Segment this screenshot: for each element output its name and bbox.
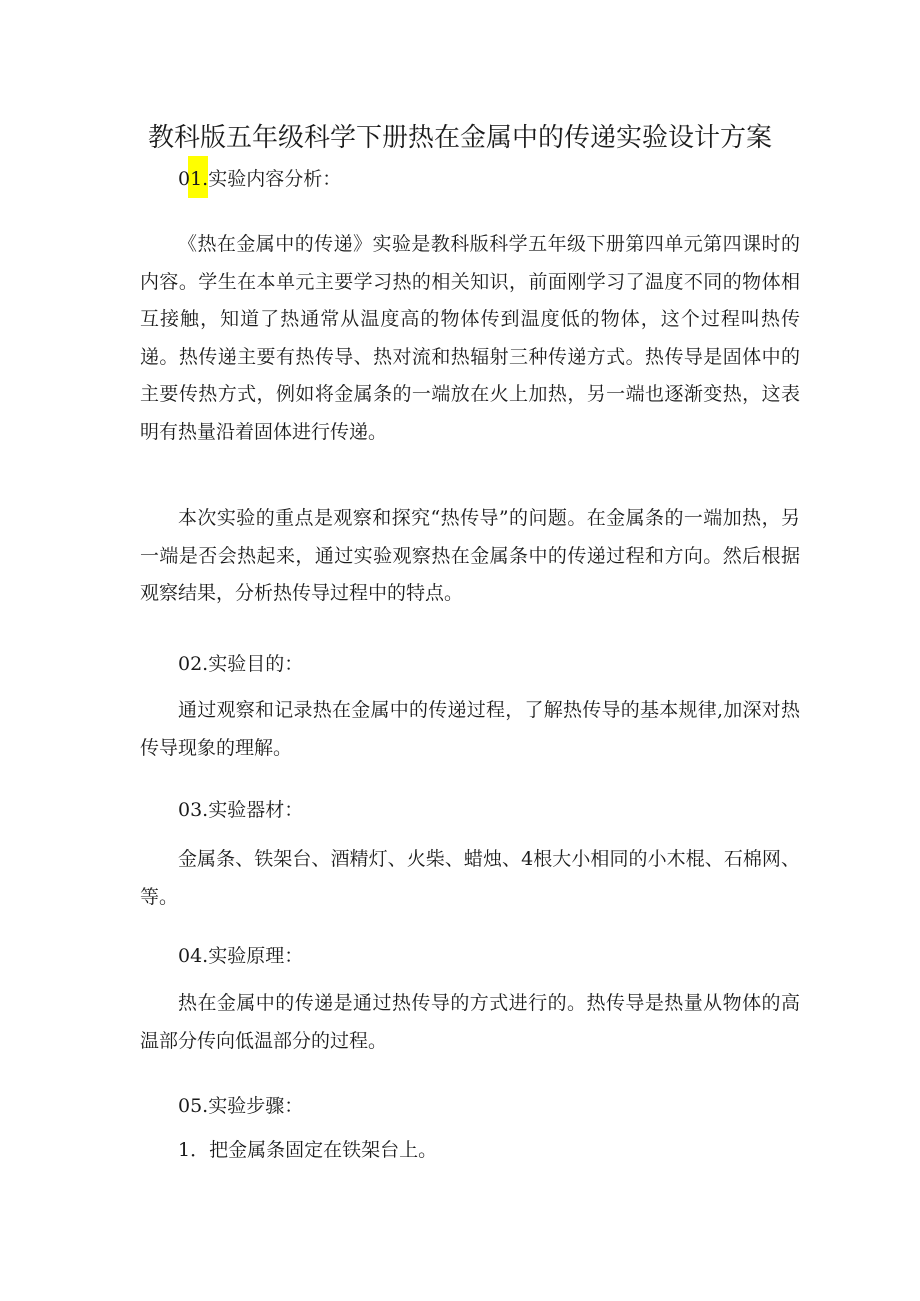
section-1-paragraph-2: 本次实验的重点是观察和探究“热传导”的问题。在金属条的一端加热，另一端是否会热起来，通过实验观察热在金属条中的传递过程和方向。然后根据观察结果，分析热传导过程中的特点。: [140, 507, 800, 605]
section-heading-3: 03.实验器材：: [178, 799, 304, 821]
section-heading-2: 02.实验目的：: [178, 653, 304, 675]
section-heading-4: 04.实验原理：: [178, 945, 304, 967]
section-heading-1: 01.实验内容分析：: [178, 168, 342, 190]
document-title: 教科版五年级科学下册热在金属中的传递实验设计方案: [147, 123, 772, 153]
step-item-1: 1．把金属条固定在铁架台上。: [178, 1139, 438, 1161]
section-3-paragraph-1: 金属条、铁架台、酒精灯、火柴、蜡烛、4根大小相同的小木棍、石棉网、等。: [140, 848, 800, 908]
section-heading-5: 05.实验步骤：: [178, 1095, 304, 1117]
section-2-paragraph-1: 通过观察和记录热在金属中的传递过程，了解热传导的基本规律,加深对热传导现象的理解。: [140, 699, 800, 759]
section-4-paragraph-1: 热在金属中的传递是通过热传导的方式进行的。热传导是热量从物体的高温部分传向低温部分的过程。: [140, 992, 800, 1052]
section-1-paragraph-1: 《热在金属中的传递》实验是教科版科学五年级下册第四单元第四课时的内容。学生在本单元主要学习热的相关知识，前面刚学习了温度不同的物体相互接触，知道了热通常从温度高的物体传到温度低的物体，这个过程叫热传递。热传递主要有热传导、热对流和热辐射三种传递方式。热传导是固体中的主要传热方式，例如将金属条的一端放在火上加热，另一端也逐渐变热，这表明有热量沿着固体进行传递。: [140, 233, 800, 443]
